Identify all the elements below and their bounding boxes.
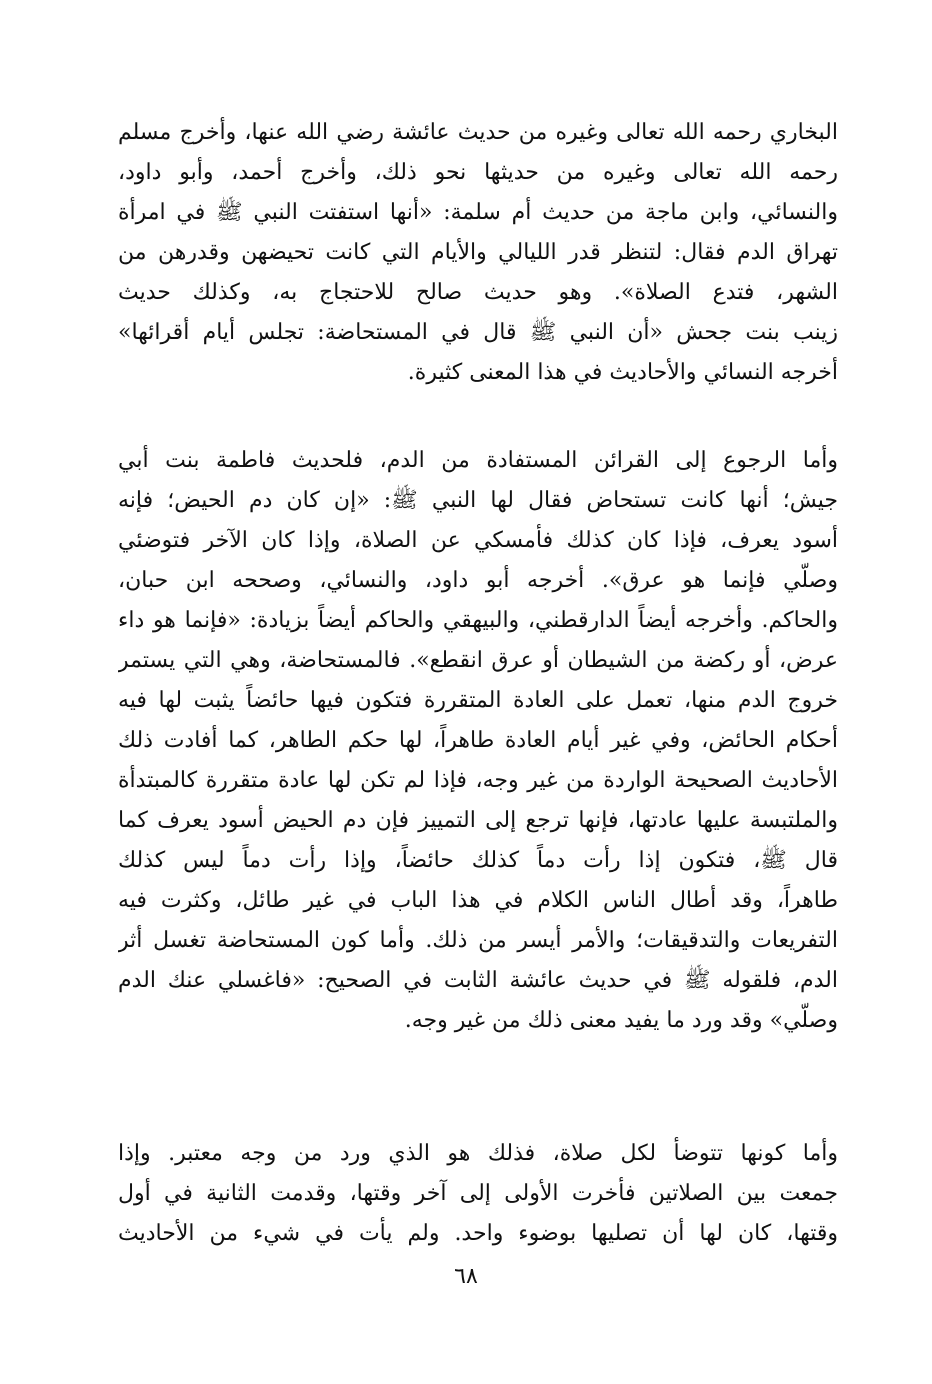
text-line: أحكام الحائض، وفي غير أيام العادة طاهراً، لها حكم الطاهر، كما أفادت ذلك (118, 728, 838, 753)
text-line: رحمه الله تعالى وغيره من حديثها نحو ذلك، وأخرج أحمد، وأبو داود، (118, 160, 838, 185)
text-line: الدم، فلقوله ﷺ في حديث عائشة الثابت في الصحيح: «فاغسلي عنك الدم (118, 968, 838, 993)
text-line: والنسائي، وابن ماجة من حديث أم سلمة: «أنها استفتت النبي ﷺ في امرأة (118, 200, 838, 225)
text-line: وصلّي» وقد ورد ما يفيد معنى ذلك من غير وجه. (404, 1008, 838, 1033)
paragraph-2 (118, 441, 838, 1041)
page-number: ٦٨ (454, 1264, 478, 1289)
text-line: أخرجه النسائي والأحاديث في هذا المعنى كثيرة. (407, 360, 838, 385)
text-line: عرض، أو ركضة من الشيطان أو عرق انقطع». فالمستحاضة، وهي التي يستمر (118, 648, 838, 673)
paragraph-1 (118, 113, 838, 393)
text-line: والملتبسة عليها عادتها، فإنها ترجع إلى التمييز فإن دم الحيض أسود يعرف كما (118, 808, 838, 833)
text-line: تهراق الدم فقال: لتنظر قدر الليالي والأيام التي كانت تحيضهن وقدرهن من (118, 240, 838, 265)
text-line: البخاري رحمه الله تعالى وغيره من حديث عائشة رضي الله عنها، وأخرج مسلم (118, 120, 838, 145)
text-line: خروج الدم منها، تعمل على العادة المتقررة فتكون فيها حائضاً يثبت لها فيه (118, 688, 838, 713)
text-line: طاهراً، وقد أطال الناس الكلام في هذا الباب في غير طائل، وكثرت فيه (118, 888, 838, 913)
text-line: وأما كونها تتوضأ لكل صلاة، فذلك هو الذي ورد من وجه معتبر. وإذا (118, 1141, 838, 1166)
text-line: التفريعات والتدقيقات؛ والأمر أيسر من ذلك. وأما كون المستحاضة تغسل أثر (118, 928, 838, 953)
paragraph-3 (118, 1134, 838, 1254)
text-line: جيش؛ أنها كانت تستحاض فقال لها النبي ﷺ: «إن كان دم الحيض؛ فإنه (118, 488, 838, 513)
text-line: وصلّي فإنما هو عرق». أخرجه أبو داود، والنسائي، وصححه ابن حبان، (118, 568, 838, 593)
text-line: وقتها، كان لها أن تصليها بوضوء واحد. ولم يأت في شيء من الأحاديث (118, 1221, 838, 1246)
text-line: والحاكم. وأخرجه أيضاً الدارقطني، والبيهقي والحاكم أيضاً بزيادة: «فإنما هو داء (118, 608, 838, 633)
text-line: وأما الرجوع إلى القرائن المستفادة من الدم، فلحديث فاطمة بنت أبي (118, 448, 838, 473)
text-line: أسود يعرف، فإذا كان كذلك فأمسكي عن الصلاة، وإذا كان الآخر فتوضئي (118, 528, 838, 553)
text-line: زينب بنت جحش «أن النبي ﷺ قال في المستحاضة: تجلس أيام أقرائها» (118, 320, 838, 345)
text-line: قال ﷺ، فتكون إذا رأت دماً كذلك حائضاً، وإذا رأت دماً ليس كذلك (118, 848, 838, 873)
text-line: جمعت بين الصلاتين فأخرت الأولى إلى آخر وقتها، وقدمت الثانية في أول (118, 1181, 838, 1206)
text-line: الشهر، فتدع الصلاة». وهو حديث صالح للاحتجاج به، وكذلك حديث (118, 280, 838, 305)
text-line: الأحاديث الصحيحة الواردة من غير وجه، فإذا لم تكن لها عادة متقررة كالمبتدأة (118, 768, 838, 793)
